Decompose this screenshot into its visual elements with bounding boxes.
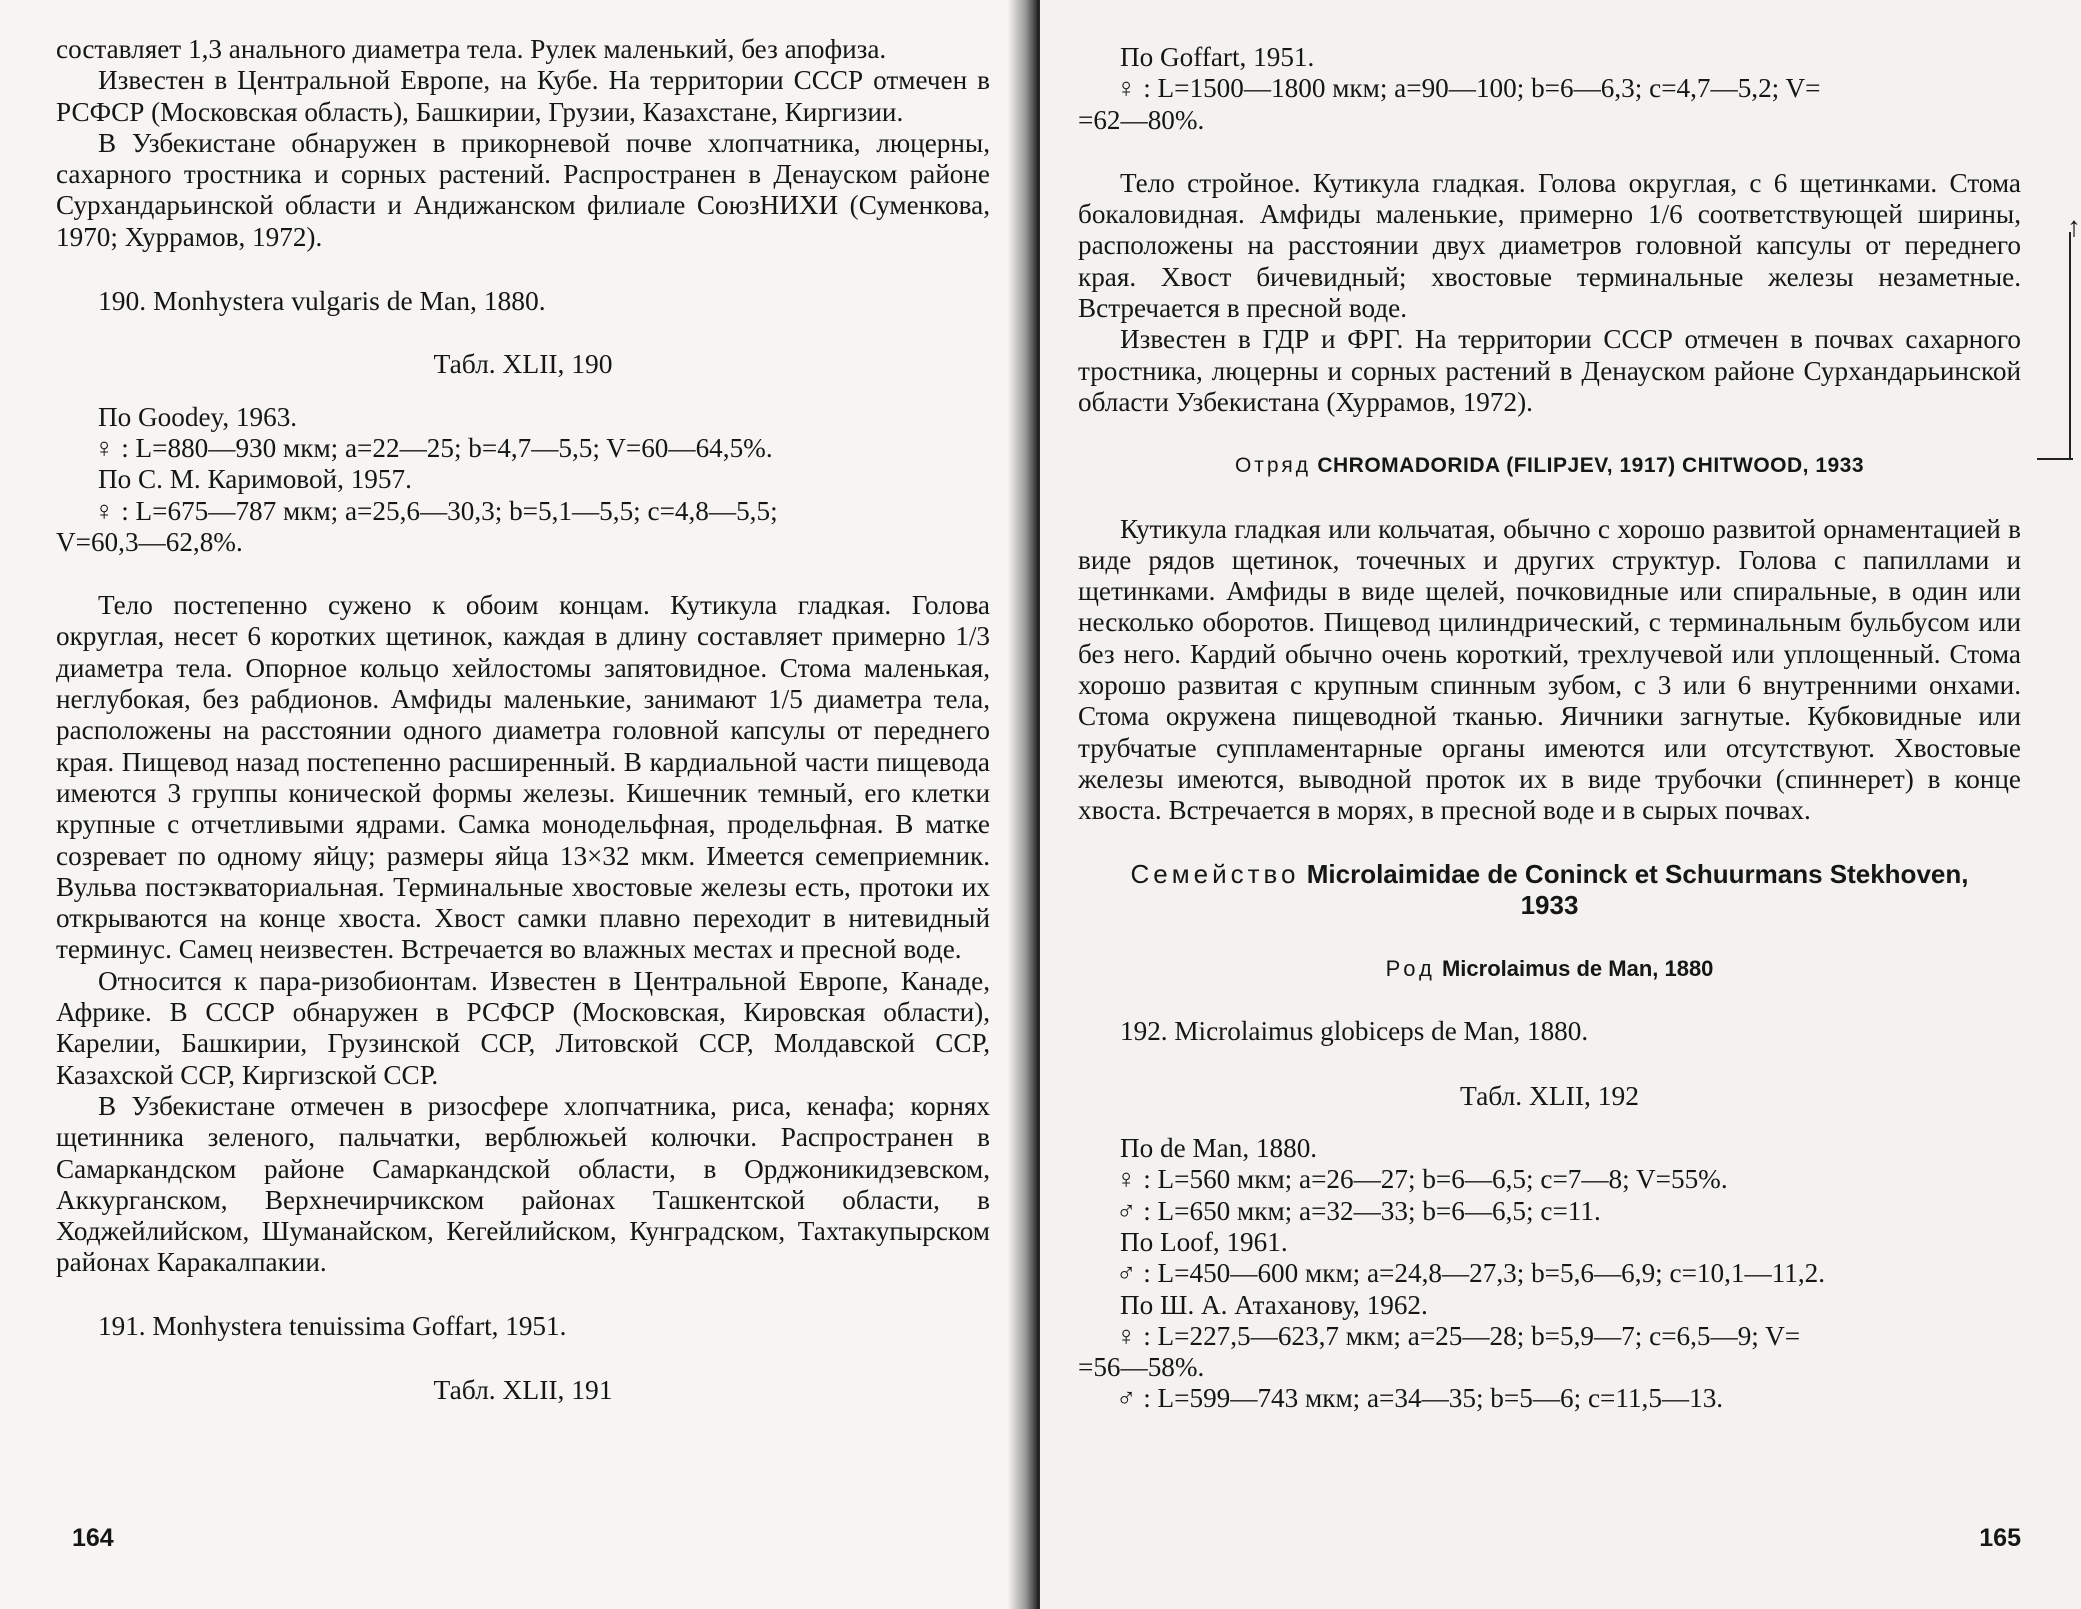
- measurement-male-loof: ♂ : L=450—600 мкм; a=24,8—27,3; b=5,6—6,9; c=10,1—11,2.: [1116, 1258, 1826, 1289]
- source-loof: По Loof, 1961.: [1120, 1226, 1288, 1257]
- order-label: Отряд: [1234, 454, 1311, 478]
- measurement-female-2: ♀ : L=675—787 мкм; a=25,6—30,3; b=5,1—5,5; c=4,8—5,5;: [94, 495, 778, 526]
- genus-heading: [1078, 953, 2021, 984]
- family-label: Семейство: [1130, 858, 1300, 889]
- species-heading-192: 192. Microlaimus globiceps de Man, 1880.: [1120, 1016, 1589, 1047]
- source-deman: По de Man, 1880.: [1120, 1133, 1318, 1164]
- measurement-male-atakhanov: ♂ : L=599—743 мкм; a=34—35; b=5—6; c=11,5—13.: [1116, 1383, 1724, 1414]
- uzbekistan-190: В Узбекистане отмечен в ризосфере хлопчатника, риса, кенафа; корнях щетинника зеленого, пальчатки, верблюжьей колючки. Распространен в Самаркандском районе Самаркандской области, в Орджоникидзевском, Аккурганском, Верхнечирчикском районах Ташкентской области, в Ходжейлийском, Шуманайском, Кегейлийском, Кунградском, Тахтакупырском районах Каракалпакии.: [56, 1090, 990, 1278]
- order-name: CHROMADORIDA (FILIPJEV, 1917) CHITWOOD, 1933: [1317, 454, 1865, 478]
- genus-name: Microlaimus de Man, 1880: [1441, 956, 1714, 982]
- description-191: Тело стройное. Кутикула гладкая. Голова округлая, с 6 щетинками. Стома бокаловидная. Амфиды маленькие, примерно 1/6 соответствующей ширины, расположены на расстоянии двух диаметров головной капсулы от переднего края. Хвост бичевидный; хвостовые терминальные железы незаметные. Встречается в пресной воде.: [1078, 167, 2021, 324]
- measurement-female-atakhanov-cont: =56—58%.: [1078, 1352, 1205, 1383]
- source-goodey: По Goodey, 1963.: [98, 401, 298, 432]
- measurement-male-deman: ♂ : L=650 мкм; a=32—33; b=6—6,5; c=11.: [1116, 1195, 1601, 1226]
- paragraph-distribution: Известен в Центральной Европе, на Кубе. На территории СССР отмечен в РСФСР (Московская область), Башкирии, Грузии, Казахстане, Киргизии.: [56, 65, 990, 127]
- plate-reference-191: Табл. XLII, 191: [433, 1373, 613, 1405]
- measurement-female-2-cont: V=60,3—62,8%.: [56, 526, 243, 557]
- left-page: [0, 0, 1030, 1609]
- measurement-female-atakhanov: ♀ : L=227,5—623,7 мкм; a=25—28; b=5,9—7; c=6,5—9; V=: [1116, 1320, 1801, 1351]
- measurement-female-goffart: ♀ : L=1500—1800 мкм; a=90—100; b=6—6,3; c=4,7—5,2; V=: [1116, 73, 1821, 104]
- plate-reference-190: Табл. XLII, 190: [433, 348, 613, 380]
- margin-arrow-up-icon: ↑: [2067, 212, 2081, 243]
- paragraph-uzbekistan: В Узбекистане обнаружен в прикорневой почве хлопчатника, люцерны, сахарного тростника и сорных растений. Распространен в Денауском районе Сурхандарьинской области и Андижанском филиале СоюзНИХИ (Суменкова, 1970; Хуррамов, 1972).: [56, 127, 990, 252]
- source-atakhanov: По Ш. А. Атаханову, 1962.: [1120, 1289, 1428, 1320]
- distribution-190: Относится к пара-ризобионтам. Известен в Центральной Европе, Канаде, Африке. В СССР обнаружен в РСФСР (Московская, Кировская области), Карелии, Башкирии, Грузинской ССР, Литовской ССР, Молдавской ССР, Казахской ССР, Киргизской ССР.: [56, 965, 990, 1090]
- source-karimova: По С. М. Каримовой, 1957.: [98, 464, 412, 495]
- description-190: Тело постепенно сужено к обоим концам. Кутикула гладкая. Голова округлая, несет 6 коротких щетинок, каждая в длину составляет примерно 1/3 диаметра тела. Опорное кольцо хейлостомы запятовидное. Стома маленькая, неглубокая, без рабдионов. Амфиды маленькие, занимают 1/5 диаметра тела, расположены на расстоянии одного диаметра головной капсулы от переднего края. Пищевод назад постепенно расширенный. В кардиальной части пищевода имеются 3 группы конической формы железы. Кишечник темный, его клетки крупные с отчетливыми ядрами. Самка монодельфная, продельфная. В матке созревает по одному яйцу; размеры яйца 13×32 мкм. Имеется семеприемник. Вульва постэкваториальная. Терминальные хвостовые железы есть, протоки их открываются на конце хвоста. Хвост самки плавно переходит в нитевидный терминус. Самец неизвестен. Встречается во влажных местах и пресной воде.: [56, 590, 990, 965]
- order-heading: [1078, 450, 2021, 481]
- family-name: Microlaimidae de Coninck et Schuurmans Stekhoven,: [1306, 858, 1969, 889]
- genus-label: Род: [1385, 956, 1436, 982]
- order-description: Кутикула гладкая или кольчатая, обычно с хорошо развитой орнаментацией в виде рядов щетинок, точечных и других структур. Голова с папиллами и щетинками. Амфиды в виде щелей, почковидные или спиральные, в один или несколько оборотов. Пищевод цилиндрический, с терминальным бульбусом или без него. Кардий обычно очень короткий, трехлучевой или уплощенный. Стома хорошо развитая с крупным спинным зубом, с 3 или 6 внутренними онхами. Стома окружена пищеводной тканью. Яичники загнутые. Кубковидные или трубчатые суппламентарные органы имеются или отсутствуют. Хвостовые железы имеются, выводной проток их в виде трубочки (спиннерет) в конце хвоста. Встречается в морях, в пресной воде и в сырых почвах.: [1078, 513, 2021, 826]
- measurement-female-1: ♀ : L=880—930 мкм; a=22—25; b=4,7—5,5; V=60—64,5%.: [94, 432, 773, 463]
- paragraph-continuation: составляет 1,3 анального диаметра тела. Рулек маленький, без апофиза.: [56, 34, 887, 64]
- page-number-left: 164: [72, 1524, 114, 1552]
- right-page: [1040, 0, 2081, 1609]
- plate-reference-192: Табл. XLII, 192: [1459, 1079, 1640, 1111]
- page-number-right: 165: [1979, 1524, 2021, 1552]
- species-heading-191: 191. Monhystera tenuissima Goffart, 1951.: [98, 1310, 567, 1341]
- measurement-female-goffart-cont: =62—80%.: [1078, 104, 1205, 135]
- source-goffart: По Goffart, 1951.: [1120, 42, 1315, 72]
- species-heading-190: 190. Monhystera vulgaris de Man, 1880.: [98, 285, 546, 317]
- family-year-text: 1933: [1520, 889, 1579, 920]
- family-heading: [1078, 859, 2021, 890]
- margin-bracket-bottom: [2037, 458, 2073, 460]
- measurement-female-deman: ♀ : L=560 мкм; a=26—27; b=6—6,5; c=7—8; V=55%.: [1116, 1164, 1728, 1195]
- distribution-191: Известен в ГДР и ФРГ. На территории СССР отмечен в почвах сахарного тростника, люцерны и сорных растений в Денауском районе Сурхандарьинской области Узбекистана (Хуррамов, 1972).: [1078, 324, 2021, 417]
- family-year: [1078, 890, 2021, 921]
- margin-bracket-vertical: [2069, 232, 2071, 460]
